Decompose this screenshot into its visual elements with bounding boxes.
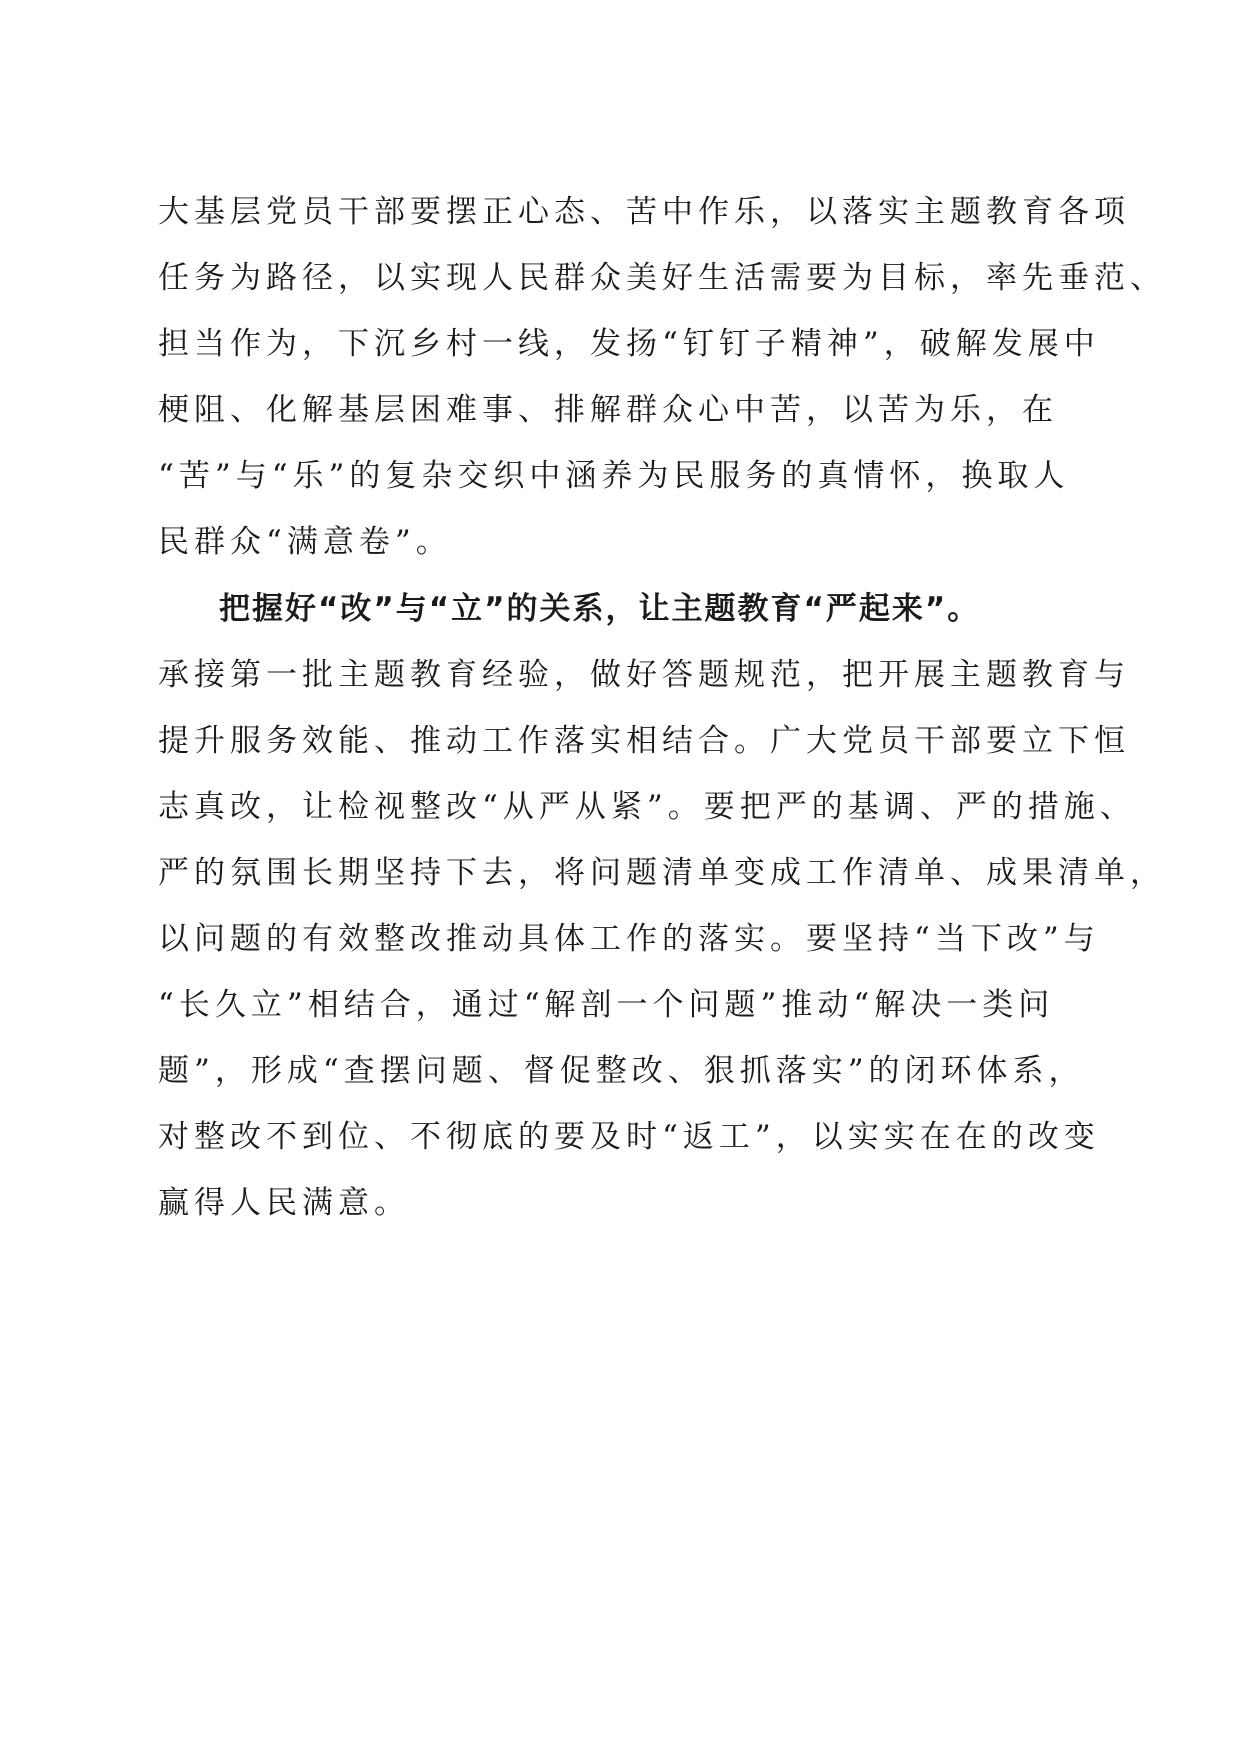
paragraph1-line-3: 担当作为，下沉乡村一线，发扬“钉钉子精神”，破解发展中 bbox=[158, 326, 1100, 362]
paragraph2-line-3: 志真改，让检视整改“从严从紧”。要把严的基调、严的措施、 bbox=[158, 789, 1136, 825]
paragraph2-line-8: 对整改不到位、不彻底的要及时“返工”，以实实在在的改变 bbox=[158, 1119, 1100, 1155]
paragraph1-line-1: 大基层党员干部要摆正心态、苦中作乐，以落实主题教育各项 bbox=[158, 194, 1130, 230]
paragraph1-line-5: “苦”与“乐”的复杂交织中涵养为民服务的真情怀，换取人 bbox=[158, 458, 1070, 494]
paragraph1-line-2: 任务为路径，以实现人民群众美好生活需要为目标，率先垂范、 bbox=[158, 260, 1166, 296]
paragraph2-line-7: 题”，形成“查摆问题、督促整改、狠抓落实”的闭环体系， bbox=[158, 1053, 1085, 1089]
paragraph2-line-1: 承接第一批主题教育经验，做好答题规范，把开展主题教育与 bbox=[158, 657, 1130, 693]
paragraph2-line-9: 赢得人民满意。 bbox=[158, 1185, 410, 1221]
paragraph2-line-6: “长久立”相结合，通过“解剖一个问题”推动“解决一类问 bbox=[158, 987, 1055, 1023]
paragraph2-heading: 把握好“改”与“立”的关系，让主题教育“严起来”。 bbox=[219, 591, 981, 627]
paragraph2-line-5: 以问题的有效整改推动具体工作的落实。要坚持“当下改”与 bbox=[158, 921, 1100, 957]
paragraph1-line-4: 梗阻、化解基层困难事、排解群众心中苦，以苦为乐，在 bbox=[158, 392, 1058, 428]
paragraph2-line-4: 严的氛围长期坚持下去，将问题清单变成工作清单、成果清单， bbox=[158, 855, 1166, 891]
paragraph2-line-2: 提升服务效能、推动工作落实相结合。广大党员干部要立下恒 bbox=[158, 723, 1130, 759]
paragraph1-line-6: 民群众“满意卷”。 bbox=[158, 524, 452, 560]
